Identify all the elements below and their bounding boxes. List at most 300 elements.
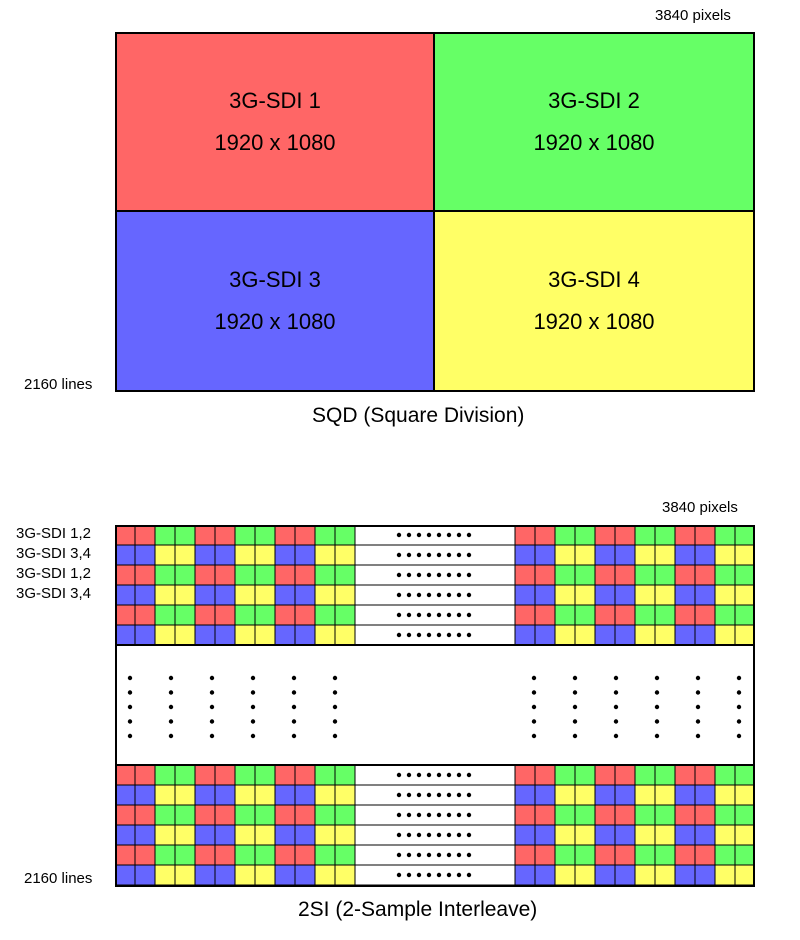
sample-cell [595,605,615,625]
ellipsis-dot [437,633,441,637]
sample-cell [295,865,315,885]
sample-cell [695,785,715,805]
ellipsis-dot [417,553,421,557]
ellipsis-dot [407,593,411,597]
sample-cell [675,625,695,645]
row-gap [355,625,515,645]
sample-cell [275,565,295,585]
sample-cell [255,785,275,805]
sample-cell [195,805,215,825]
sample-cell [275,845,295,865]
ellipsis-dot [655,734,659,738]
ellipsis-dot [251,719,255,723]
ellipsis-dot [447,573,451,577]
sample-cell [255,825,275,845]
ellipsis-dot [333,705,337,709]
sample-cell [655,565,675,585]
sample-cell [275,605,295,625]
ellipsis-dot [655,705,659,709]
ellipsis-dot [532,705,536,709]
ellipsis-dot [447,613,451,617]
sample-cell [695,527,715,545]
sample-cell [715,845,735,865]
ellipsis-dot [292,676,296,680]
sample-cell [275,545,295,565]
sample-cell [515,625,535,645]
ellipsis-dot [447,533,451,537]
sample-cell [117,565,135,585]
ellipsis-dot [407,873,411,877]
row-gap [355,527,515,545]
ellipsis-dot [128,676,132,680]
ellipsis-dot [210,705,214,709]
ellipsis-dot [737,690,741,694]
sample-cell [235,805,255,825]
sample-cell [275,625,295,645]
sample-cell [195,825,215,845]
ellipsis-dot [427,573,431,577]
sample-cell [675,545,695,565]
sample-cell [635,825,655,845]
sample-cell [295,527,315,545]
sample-cell [595,625,615,645]
ellipsis-dot [437,593,441,597]
sample-cell [315,527,335,545]
tsi-diagram [115,525,755,887]
ellipsis-dot [417,533,421,537]
sample-cell [515,765,535,785]
ellipsis-dot [655,690,659,694]
sample-cell [275,527,295,545]
sample-cell [195,605,215,625]
sample-cell [155,785,175,805]
sample-cell [255,527,275,545]
sample-cell [575,765,595,785]
ellipsis-dot [210,676,214,680]
tsi-row-label-3: 3G-SDI 1,2 [16,565,92,582]
ellipsis-dot [397,813,401,817]
ellipsis-dot [397,773,401,777]
sample-cell [675,825,695,845]
sample-cell [715,825,735,845]
ellipsis-dot [417,813,421,817]
ellipsis-dot [427,553,431,557]
ellipsis-dot [427,813,431,817]
ellipsis-dot [251,705,255,709]
sample-cell [575,865,595,885]
ellipsis-dot [417,793,421,797]
sample-cell [215,805,235,825]
sample-cell [215,845,235,865]
sample-cell [195,785,215,805]
sample-cell [255,625,275,645]
sample-cell [675,605,695,625]
quadrant-name: 3G-SDI 2 [548,88,640,113]
ellipsis-dot [437,533,441,537]
sample-cell [635,765,655,785]
sample-cell [315,565,335,585]
sample-cell [135,865,155,885]
sample-cell [235,785,255,805]
quadrant-name: 3G-SDI 4 [548,267,640,292]
ellipsis-dot [614,719,618,723]
sample-cell [655,585,675,605]
sample-cell [175,527,195,545]
sample-cell [655,625,675,645]
ellipsis-dot [397,573,401,577]
ellipsis-dot [437,813,441,817]
sample-cell [715,545,735,565]
sample-cell [695,585,715,605]
ellipsis-dot [457,613,461,617]
ellipsis-dot [737,719,741,723]
sample-cell [335,805,355,825]
sample-cell [275,765,295,785]
ellipsis-dot [427,533,431,537]
sample-cell [735,625,753,645]
ellipsis-dot [457,773,461,777]
ellipsis-dot [210,690,214,694]
ellipsis-dot [737,705,741,709]
sample-cell [235,545,255,565]
ellipsis-dot [467,553,471,557]
sample-cell [117,765,135,785]
tsi-grid [117,527,753,885]
ellipsis-dot [417,613,421,617]
sample-cell [555,805,575,825]
sample-cell [535,605,555,625]
sample-cell [175,545,195,565]
sample-cell [655,527,675,545]
sample-cell [575,585,595,605]
sample-cell [135,605,155,625]
sample-cell [335,785,355,805]
ellipsis-dot [407,613,411,617]
sample-cell [175,605,195,625]
sample-cell [555,785,575,805]
sample-cell [175,865,195,885]
ellipsis-dot [696,719,700,723]
sample-cell [195,585,215,605]
ellipsis-dot [397,553,401,557]
sample-cell [155,805,175,825]
sample-cell [595,565,615,585]
sample-cell [555,527,575,545]
sample-cell [595,805,615,825]
ellipsis-dot [427,633,431,637]
ellipsis-dot [210,734,214,738]
sample-cell [215,565,235,585]
sample-cell [335,585,355,605]
sample-cell [695,865,715,885]
ellipsis-dot [427,773,431,777]
sample-cell [155,605,175,625]
sample-cell [175,825,195,845]
sample-cell [735,825,753,845]
ellipsis-dot [467,833,471,837]
tsi-title: 2SI (2-Sample Interleave) [298,898,538,921]
sample-cell [315,845,335,865]
sample-cell [135,825,155,845]
sample-cell [715,805,735,825]
sample-cell [315,765,335,785]
sample-cell [195,845,215,865]
sample-cell [735,585,753,605]
sample-cell [715,765,735,785]
ellipsis-dot [447,853,451,857]
sample-cell [575,527,595,545]
sample-cell [655,845,675,865]
sample-cell [575,785,595,805]
sample-cell [735,545,753,565]
sample-cell [655,545,675,565]
ellipsis-dot [427,873,431,877]
ellipsis-dot [407,633,411,637]
ellipsis-dot [292,705,296,709]
sample-cell [135,625,155,645]
sample-cell [595,585,615,605]
sample-cell [117,605,135,625]
sample-cell [117,785,135,805]
tsi-row-label-2: 3G-SDI 3,4 [16,545,92,562]
sample-cell [535,865,555,885]
sample-cell [335,765,355,785]
ellipsis-dot [251,676,255,680]
sample-cell [215,625,235,645]
ellipsis-dot [696,734,700,738]
ellipsis-dot [467,773,471,777]
quadrant-sdi-2 [435,34,753,212]
sample-cell [695,805,715,825]
sample-cell [675,765,695,785]
sample-cell [555,545,575,565]
ellipsis-dot [467,853,471,857]
ellipsis-dot [417,833,421,837]
sample-cell [295,805,315,825]
sample-cell [535,527,555,545]
sample-cell [295,545,315,565]
sample-cell [615,605,635,625]
sample-cell [195,565,215,585]
ellipsis-dot [437,573,441,577]
sample-cell [235,845,255,865]
ellipsis-dot [333,676,337,680]
sample-cell [155,527,175,545]
sample-cell [655,805,675,825]
ellipsis-dot [417,773,421,777]
sample-cell [695,625,715,645]
ellipsis-dot [655,719,659,723]
ellipsis-dot [407,853,411,857]
ellipsis-dot [333,719,337,723]
sample-cell [235,585,255,605]
row-gap [355,545,515,565]
sample-cell [675,805,695,825]
sample-cell [315,545,335,565]
ellipsis-dot [397,593,401,597]
sample-cell [615,785,635,805]
row-gap [355,585,515,605]
ellipsis-dot [573,719,577,723]
sample-cell [595,865,615,885]
sample-cell [535,585,555,605]
sample-cell [175,805,195,825]
sample-cell [615,845,635,865]
ellipsis-dot [169,734,173,738]
sample-cell [575,605,595,625]
sample-cell [675,785,695,805]
sample-cell [295,565,315,585]
sample-cell [615,625,635,645]
sample-cell [555,865,575,885]
sample-cell [735,865,753,885]
sample-cell [295,785,315,805]
sample-cell [155,565,175,585]
sample-cell [695,565,715,585]
quadrant-name: 3G-SDI 3 [229,267,321,292]
sample-cell [615,765,635,785]
sample-cell [535,845,555,865]
ellipsis-dot [467,813,471,817]
sample-cell [255,565,275,585]
sample-cell [235,605,255,625]
sample-cell [235,527,255,545]
ellipsis-dot [333,690,337,694]
ellipsis-dot [437,873,441,877]
sample-cell [655,825,675,845]
sample-cell [575,845,595,865]
ellipsis-dot [437,773,441,777]
sample-cell [335,825,355,845]
sample-cell [215,585,235,605]
ellipsis-dot [457,813,461,817]
sample-cell [215,545,235,565]
sqd-diagram [115,32,755,392]
ellipsis-dot [614,705,618,709]
ellipsis-dot [251,734,255,738]
sample-cell [235,765,255,785]
ellipsis-dot [128,705,132,709]
sample-cell [735,765,753,785]
ellipsis-dot [573,734,577,738]
sample-cell [555,825,575,845]
ellipsis-dot [467,793,471,797]
ellipsis-dot [407,813,411,817]
sample-cell [635,565,655,585]
sample-cell [155,825,175,845]
ellipsis-dot [737,734,741,738]
ellipsis-dot [573,705,577,709]
sample-cell [295,765,315,785]
sample-cell [155,585,175,605]
sample-cell [135,565,155,585]
sample-cell [335,565,355,585]
sample-cell [195,765,215,785]
sample-cell [117,625,135,645]
ellipsis-dot [407,793,411,797]
sample-cell [195,625,215,645]
sample-cell [275,805,295,825]
ellipsis-dot [696,676,700,680]
sample-cell [515,865,535,885]
sample-cell [235,625,255,645]
sample-cell [215,527,235,545]
ellipsis-dot [467,873,471,877]
sample-cell [335,625,355,645]
row-gap [355,605,515,625]
ellipsis-dot [210,719,214,723]
sample-cell [615,805,635,825]
sample-cell [255,865,275,885]
sample-cell [295,825,315,845]
quadrant-sdi-1 [117,34,435,212]
sample-cell [117,825,135,845]
ellipsis-dot [457,593,461,597]
sample-cell [135,805,155,825]
sample-cell [535,545,555,565]
sample-cell [515,527,535,545]
sample-cell [175,625,195,645]
quadrant-resolution: 1920 x 1080 [533,130,655,155]
sample-cell [615,527,635,545]
ellipsis-dot [437,853,441,857]
sample-cell [515,825,535,845]
ellipsis-dot [467,633,471,637]
sample-cell [515,605,535,625]
sample-cell [117,545,135,565]
sample-cell [735,605,753,625]
sample-cell [735,527,753,545]
sample-cell [735,565,753,585]
sample-cell [215,785,235,805]
ellipsis-dot [447,593,451,597]
sample-cell [575,545,595,565]
sample-cell [695,605,715,625]
sample-cell [715,785,735,805]
sample-cell [555,845,575,865]
sample-cell [215,605,235,625]
sample-cell [675,585,695,605]
ellipsis-dot [417,873,421,877]
sample-cell [615,825,635,845]
sample-cell [735,785,753,805]
ellipsis-dot [447,773,451,777]
sample-cell [515,805,535,825]
ellipsis-dot [251,690,255,694]
sample-cell [295,605,315,625]
ellipsis-dot [333,734,337,738]
sample-cell [615,585,635,605]
sample-cell [595,545,615,565]
ellipsis-dot [447,793,451,797]
sample-cell [155,765,175,785]
sample-cell [275,785,295,805]
row-gap [355,805,515,825]
tsi-width-label: 3840 pixels [662,499,738,516]
ellipsis-dot [447,553,451,557]
ellipsis-dot [427,593,431,597]
row-gap [355,845,515,865]
sample-cell [515,585,535,605]
row-gap [355,565,515,585]
ellipsis-dot [614,690,618,694]
sample-cell [695,825,715,845]
sample-cell [255,805,275,825]
ellipsis-dot [447,633,451,637]
sample-cell [235,825,255,845]
sample-cell [117,865,135,885]
sqd-height-label: 2160 lines [24,376,93,393]
